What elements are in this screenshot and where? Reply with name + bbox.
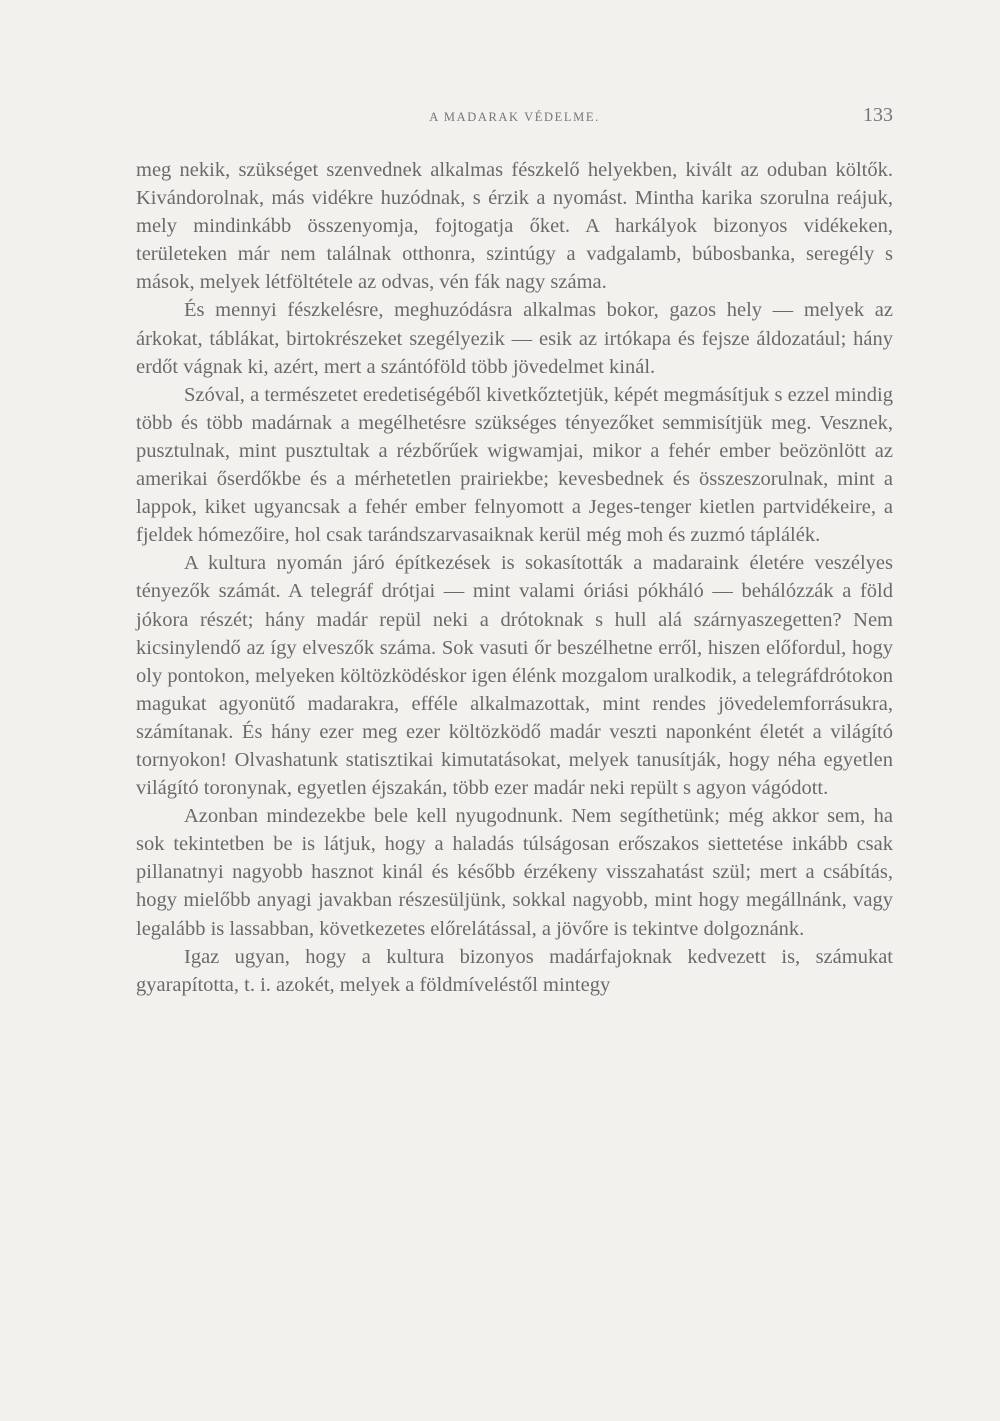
paragraph: És mennyi fészkelésre, meghuzódásra alkalmas bokor, gazos hely — melyek az árkokat, táblákat, birtokrészeket szegélyezik — esik az irtókapa és fejsze áldozatául; hány erdőt vágnak ki, azért, mert a szántóföld több jövedelmet kinál. — [136, 299, 893, 378]
body-text — [136, 156, 893, 999]
running-title: A MADARAK VÉDELME. — [429, 110, 600, 124]
running-header — [136, 104, 893, 134]
paragraph: Igaz ugyan, hogy a kultura bizonyos madárfajoknak kedvezett is, számukat gyarapította, t. i. azokét, melyek a földmíveléstől mintegy — [136, 945, 893, 996]
paragraph: meg nekik, szükséget szenvednek alkalmas fészkelő helyekben, kivált az oduban költők. Kivándorolnak, más vidékre huzódnak, s érzik a nyomást. Mintha karika szorulna reájuk, mely mindinkább összenyomja, fojtogatja őket. A harkályok bizonyos vidékeken, területeken már nem találnak otthonra, szintúgy a vadgalamb, búbosbanka, seregély s mások, melyek létföltétele az odvas, vén fák nagy száma. — [136, 159, 893, 294]
paragraph: A kultura nyomán járó építkezések is sokasították a madaraink életére veszélyes tényezők számát. A telegráf drótjai — mint valami óriási pókháló — behálózzák a föld jókora részét; hány madár repül neki a drótoknak s hull alá szárnyaszegetten? Nem kicsinylendő az így elveszők száma. Sok vasuti őr beszélhetne erről, hiszen előfordul, hogy oly pontokon, melyeken költözködéskor igen élénk mozgalom uralkodik, a telegráfdrótokon magukat agyonütő madarakra, efféle alkalmazottak, mint rendes jövedelemforrásukra, számítanak. És hány ezer meg ezer költözködő madár veszti naponként életét a világító tornyokon! Olvashatunk statisztikai kimutatásokat, melyek tanusítják, hogy néha egyetlen világító toronynak, egyetlen éjszakán, több ezer madár neki repült s agyon vágódott. — [136, 552, 893, 800]
page-number: 133 — [863, 104, 893, 126]
paragraph: Azonban mindezekbe bele kell nyugodnunk. Nem segíthetünk; még akkor sem, ha sok tekintetben be is látjuk, hogy a haladás túlságosan erőszakos siettetése inkább csak pillanatnyi nagyobb hasznot kinál és később érzékeny visszahatást szül; mert a csábítás, hogy mielőbb anyagi javakban részesüljünk, sokkal nagyobb, mint hogy megállnánk, vagy legalább is lassabban, következetes előrelátással, a jövőre is tekintve dolgoznánk. — [136, 805, 893, 940]
paragraph: Szóval, a természetet eredetiségéből kivetkőztetjük, képét megmásítjuk s ezzel mindig több és több madárnak a megélhetésre szükséges tényezőket semmisítjük meg. Vesznek, pusztulnak, mint pusztultak a rézbőrűek wigwamjai, mikor a fehér ember beözönlött az amerikai őserdőkbe és a mérhetetlen prairiekbe; kevesbednek és összeszorulnak, mint a lappok, kiket ugyancsak a fehér ember felnyomott a Jeges-tenger kietlen partvidékeire, a fjeldek hómezőire, hol csak tarándszarvasaiknak kerül még moh és zuzmó táplálék. — [136, 383, 893, 547]
